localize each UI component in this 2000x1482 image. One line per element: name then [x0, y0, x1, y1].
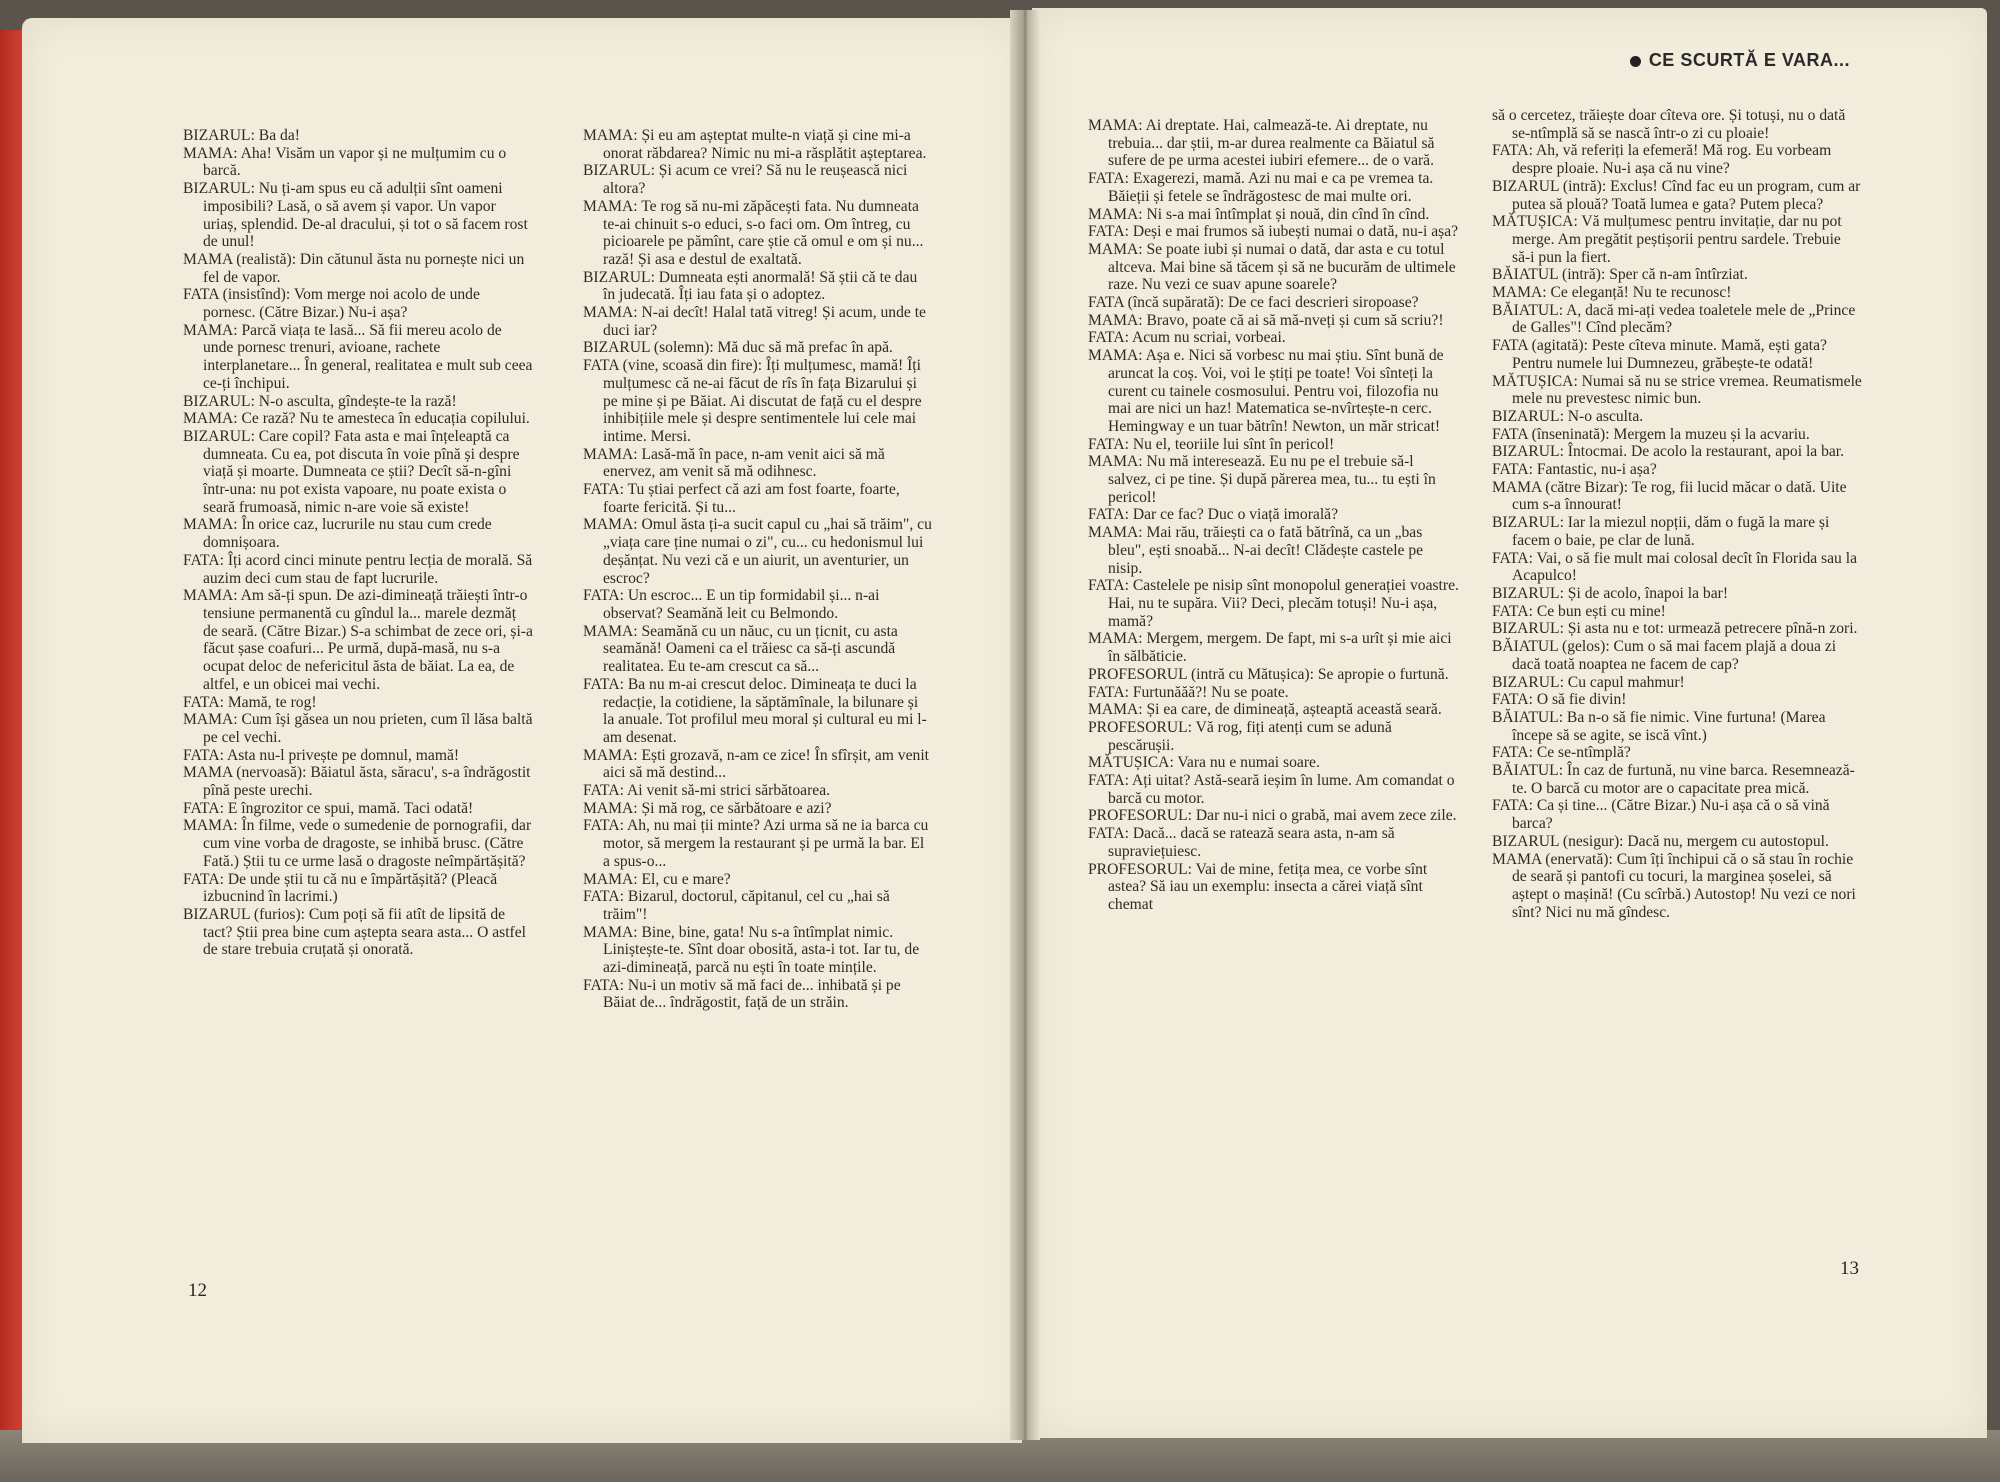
dialogue-line: BĂIATUL (intră): Sper că n-am întîrziat. — [1492, 266, 1748, 284]
dialogue-line: FATA: Acum nu scriai, vorbeai. — [1088, 329, 1286, 347]
dialogue-line: BIZARUL (intră): Exclus! Cînd fac eu un program, cum ar putea să plouă? Toată lumea e gata? Putem pleca? — [1492, 177, 1861, 213]
dialogue-line: FATA: Dacă... dacă se ratează seara asta, n-am să supraviețuiesc. — [1088, 825, 1395, 860]
dialogue-line: FATA (încă supărată): De ce faci descrieri siropoase? — [1088, 294, 1419, 312]
dialogue-line: MAMA: Și mă rog, ce sărbătoare e azi? — [583, 799, 832, 817]
dialogue-line: MAMA: În filme, vede o sumedenie de pornografii, dar cum vine vorba de dragoste, se inhibă brusc. (Către Fată.) Știi tu ce urme lasă o dragoste neîmpărtășită? — [183, 817, 532, 870]
dialogue-line: BĂIATUL: A, dacă mi-ați vedea toaletele mele de „Prince de Galles"! Cînd plecăm? — [1492, 301, 1856, 337]
dialogue-line: MAMA: În orice caz, lucrurile nu stau cum crede domnișoara. — [183, 516, 492, 552]
dialogue-line: MAMA: Ai dreptate. Hai, calmează-te. Ai dreptate, nu trebuia... dar știi, m-ar durea realmente ca Băiatul să sufere de pe urma acestei iubiri efemere... de o vară. — [1088, 117, 1435, 170]
dialogue-line: MAMA: Lasă-mă în pace, n-am venit aici să mă enervez, am venit să mă odihnesc. — [583, 445, 885, 481]
dialogue-line: BIZARUL: Și acum ce vrei? Să nu le reușească nici altora? — [583, 162, 908, 198]
running-header — [1630, 50, 1850, 71]
dialogue-line: MAMA: Și eu am așteptat multe-n viață și cine mi-a onorat răbdarea? Nimic nu mi-a răsplătit așteptarea. — [583, 127, 927, 162]
dialogue-line: FATA: Fantastic, nu-i așa? — [1492, 461, 1657, 479]
dialogue-line: FATA: De unde știi tu că nu e împărtășită? (Pleacă izbucnind în lacrimi.) — [183, 870, 498, 906]
dialogue-line: FATA: E îngrozitor ce spui, mamă. Taci odată! — [183, 799, 474, 817]
dialogue-line: FATA: Ca și tine... (Către Bizar.) Nu-i așa că o să vină barca? — [1492, 797, 1830, 833]
dialogue-line: BIZARUL: Cu capul mahmur! — [1492, 673, 1685, 691]
dialogue-line: PROFESORUL: Vai de mine, fetița mea, ce vorbe sînt astea? Să iau un exemplu: insecta a cărei viață sînt chemat — [1088, 860, 1428, 913]
dialogue-line: FATA: Bizarul, doctorul, căpitanul, cel cu „hai să trăim"! — [583, 888, 890, 923]
dialogue-line: FATA: Un escroc... E un tip formidabil și... n-ai observat? Seamănă leit cu Belmondo. — [583, 587, 880, 622]
dialogue-line: FATA: Dar ce fac? Duc o viață imorală? — [1088, 506, 1339, 524]
dialogue-line: BĂIATUL: În caz de furtună, nu vine barca. Resemnează-te. O barcă cu motor are o capacitate prea mică. — [1492, 762, 1855, 797]
dialogue-line: MAMA: Bine, bine, gata! Nu s-a întîmplat nimic. Liniștește-te. Sînt doar obosită, asta-i tot. Iar tu, de azi-dimineață, parcă nu ești în toate mințile. — [583, 923, 920, 977]
dialogue-line: MAMA: Parcă viața te lasă... Să fii mereu acolo de unde pornesc trenuri, avioane, rachete interplanetare... În general, realitatea e mult sub ceea ce-ți închipui. — [183, 321, 533, 392]
dialogue-line: FATA: Deși e mai frumos să iubești numai o dată, nu-i așa? — [1088, 223, 1459, 241]
dialogue-line: FATA: Ah, nu mai ții minte? Azi urma să ne ia barca cu motor, să mergem la restaurant și pe urmă la bar. El a spus-o... — [583, 817, 929, 870]
dialogue-line: FATA: Ați uitat? Astă-seară ieșim în lume. Am comandat o barcă cu motor. — [1088, 772, 1455, 807]
dialogue-line: FATA (înseninată): Mergem la muzeu și la acvariu. — [1492, 425, 1810, 443]
dialogue-line: FATA: Ce se-ntîmplă? — [1492, 744, 1631, 762]
dialogue-line: PROFESORUL: Vă rog, fiți atenți cum se adună pescărușii. — [1088, 718, 1392, 754]
dialogue-line: MAMA: Omul ăsta ți-a sucit capul cu „hai să trăim", cu „viața care ține numai o zi", cu... cu hedonismul lui deșănțat. Nu vezi că e un aiurit, un aventurier, un escroc? — [583, 516, 932, 587]
dialogue-line: FATA (agitată): Peste cîteva minute. Mamă, ești gata? Pentru numele lui Dumnezeu, grăbește-te odată! — [1492, 337, 1827, 372]
text-column-2 — [583, 127, 933, 1012]
dialogue-line: BIZARUL: N-o asculta. — [1492, 407, 1644, 425]
dialogue-line: MAMA: Ni s-a mai întîmplat și nouă, din cînd în cînd. — [1088, 205, 1430, 223]
dialogue-line: MAMA: Aha! Visăm un vapor și ne mulțumim cu o barcă. — [183, 144, 507, 180]
text-column-3 — [1088, 117, 1460, 914]
dialogue-line: MAMA: Bravo, poate că ai să mă-nveți și cum să scriu?! — [1088, 311, 1444, 329]
dialogue-line: BĂIATUL: Ba n-o să fie nimic. Vine furtuna! (Marea începe să se agite, se iscă vînt.) — [1492, 708, 1826, 744]
dialogue-line: FATA: Ce bun ești cu mine! — [1492, 602, 1666, 620]
dialogue-line: FATA: Nu-i un motiv să mă faci de... inhibată și pe Băiat de... îndrăgostit, față de un străin. — [583, 976, 901, 1012]
dialogue-line: FATA: Mamă, te rog! — [183, 693, 317, 711]
dialogue-line: BIZARUL: Care copil? Fata asta e mai înțeleaptă ca dumneata. Cu ea, pot discuta în voie pînă și despre viață și moarte. Dumneata ce știi? Decît să-n-gîni într-una: nu pot exista vapoare, nu poate exista o seară frumoasă, nimic n-are voie să existe! — [183, 427, 520, 516]
dialogue-line: MAMA: Ce rază? Nu te amesteca în educația copilului. — [183, 410, 530, 428]
dialogue-line: FATA: Asta nu-l privește pe domnul, mamă! — [183, 746, 460, 764]
dialogue-line: MĂTUȘICA: Numai să nu se strice vremea. Reumatismele mele nu prevestesc nimic bun. — [1492, 372, 1862, 408]
dialogue-line: MAMA: N-ai decît! Halal tată vitreg! Și acum, unde te duci iar? — [583, 304, 926, 339]
dialogue-line: PROFESORUL (intră cu Mătușica): Se apropie o furtună. — [1088, 665, 1449, 683]
dialogue-line: MAMA (nervoasă): Băiatul ăsta, săracu', s-a îndrăgostit pînă peste urechi. — [183, 764, 531, 800]
dialogue-line: BIZARUL: Nu ți-am spus eu că adulții sînt oameni imposibili? Lasă, o să avem și vapor. Un vapor uriaș, splendid. De-al dracului, și tot o să facem rost de unul! — [183, 180, 528, 251]
dialogue-line: BIZARUL (furios): Cum poți să fii atît de lipsită de tact? Știi prea bine cum aștepta seara asta... O astfel de stare trebuia cruțată și onorată. — [183, 905, 526, 959]
dialogue-line: BIZARUL: Dumneata ești anormală! Să știi că te dau în judecată. Îți iau fata și o adoptez. — [583, 268, 918, 304]
dialogue-line: FATA: Ai venit să-mi strici sărbătoarea. — [583, 782, 831, 800]
dialogue-line: MAMA (realistă): Din cătunul ăsta nu pornește nici un fel de vapor. — [183, 250, 525, 286]
dialogue-line: BIZARUL: Și asta nu e tot: urmează petrecere pînă-n zori. — [1492, 620, 1858, 638]
dialogue-line: FATA: Ah, vă referiți la efemeră! Mă rog. Eu vorbeam despre ploaie. Nu-i așa că nu vine? — [1492, 142, 1832, 178]
dialogue-line: FATA: Nu el, teoriile lui sînt în pericol! — [1088, 435, 1335, 453]
dialogue-line: MAMA: Așa e. Nici să vorbesc nu mai știu. Sînt bună de aruncat la coș. Voi, voi le știți pe toate! Voi sînteți la curent cu tainele cosmosului. Pentru voi, filozofia nu mai are nici un haz! Matematica se-nvîrtește-n cerc. Hemingway e un tuar bătrîn! Newton, un măr stricat! — [1088, 347, 1444, 435]
dialogue-line: MAMA: Se poate iubi și numai o dată, dar asta e cu totul altceva. Mai bine să tăcem și să ne bucurăm de ultimele raze. Nu vezi ce suav apune soarele? — [1088, 240, 1456, 294]
dialogue-line: MAMA: Ești grozavă, n-am ce zice! În sfîrșit, am venit aici să mă destind... — [583, 746, 929, 782]
dialogue-line: FATA (insistînd): Vom merge noi acolo de unde pornesc. (Către Bizar.) Nu-i așa? — [183, 286, 480, 322]
dialogue-line: MAMA: Ce eleganță! Nu te recunosc! — [1492, 284, 1732, 302]
dialogue-line: MĂTUȘICA: Vă mulțumesc pentru invitație, dar nu pot merge. Am pregătit peștișorii pentru sardele. Trebuie să-i pun la fiert. — [1492, 213, 1842, 266]
dialogue-line: MAMA: Mai rău, trăiești ca o fată bătrînă, ca un „bas bleu", ești snoabă... N-ai decît! Clădește castele pe nisip. — [1088, 524, 1424, 577]
running-title: CE SCURTĂ E VARA... — [1648, 50, 1850, 70]
text-column-4 — [1492, 107, 1862, 921]
dialogue-line: FATA: Ba nu m-ai crescut deloc. Dimineața te duci la redacție, la cotidiene, la săptămînale, la bilunare și la anuale. Tot profilul meu moral și cultural eu mi l-am desenat. — [583, 675, 927, 746]
dialogue-line: FATA: O să fie divin! — [1492, 691, 1627, 709]
dialogue-line: FATA: Vai, o să fie mult mai colosal decît în Florida sau la Acapulco! — [1492, 549, 1857, 585]
dialogue-line: PROFESORUL: Dar nu-i nici o grabă, mai avem zece zile. — [1088, 807, 1457, 825]
dialogue-line: MAMA: Mergem, mergem. De fapt, mi s-a urît și mie aici în sălbăticie. — [1088, 630, 1452, 666]
dialogue-line: MAMA: El, cu e mare? — [583, 870, 731, 888]
dialogue-line: BĂIATUL (gelos): Cum o să mai facem plajă a doua zi dacă toată noaptea ne facem de cap? — [1492, 638, 1837, 673]
dialogue-line: MAMA: Cum își găsea un nou prieten, cum îl lăsa baltă pe cel vechi. — [183, 711, 533, 746]
page-number-right: 13 — [1840, 1258, 1859, 1279]
dialogue-line: BIZARUL: N-o asculta, gîndește-te la rază! — [183, 392, 457, 410]
dialogue-line: MĂTUȘICA: Vara nu e numai soare. — [1088, 754, 1320, 772]
dialogue-line: FATA: Exagerezi, mamă. Azi nu mai e ca pe vremea ta. Băieții și fetele se îndrăgostesc de mai multe ori. — [1088, 170, 1434, 205]
bullet-icon — [1630, 56, 1641, 67]
text-column-1 — [183, 127, 533, 959]
dialogue-line: MAMA (enervată): Cum îți închipui că o să stau în rochie de seară și pantofi cu tocuri, la marginea șoselei, să aștept o mașină! (Cu scîrbă.) Autostop! Nu vezi ce nori sînt? Nici nu mă gîndesc. — [1492, 850, 1856, 921]
dialogue-line: FATA: Furtunăăă?! Nu se poate. — [1088, 683, 1289, 701]
dialogue-line: BIZARUL (solemn): Mă duc să mă prefac în apă. — [583, 339, 893, 357]
dialogue-line: MAMA: Nu mă interesează. Eu nu pe el trebuie să-l salvez, ci pe tine. Și după părerea mea, tu... tu ești în pericol! — [1088, 453, 1436, 506]
book-gutter — [1010, 10, 1040, 1440]
dialogue-line: FATA: Îți acord cinci minute pentru lecția de morală. Să auzim deci cum stau de fapt lucrurile. — [183, 551, 533, 587]
dialogue-line: FATA: Castelele pe nisip sînt monopolul generației voastre. Hai, nu te supăra. Vii? Deci, plecăm totuși! Nu-i așa, mamă? — [1088, 577, 1459, 630]
dialogue-line: MAMA (către Bizar): Te rog, fii lucid măcar o dată. Uite cum s-a înnourat! — [1492, 478, 1847, 514]
dialogue-line: MAMA: Seamănă cu un năuc, cu un țicnit, cu asta seamănă! Oameni ca el trăiesc ca să-ți ascundă realitatea. Eu te-am crescut ca să... — [583, 622, 898, 676]
page-number-left: 12 — [188, 1280, 207, 1301]
dialogue-line: să o cercetez, trăiește doar cîteva ore. Și totuși, nu o dată se-ntîmplă să se nască într-o zi cu ploaie! — [1492, 107, 1846, 142]
dialogue-line: BIZARUL: Ba da! — [183, 127, 300, 144]
dialogue-line: MAMA: Și ea care, de dimineață, așteaptă această seară. — [1088, 701, 1442, 719]
dialogue-line: BIZARUL: Întocmai. De acolo la restaurant, apoi la bar. — [1492, 443, 1845, 461]
dialogue-line: FATA: Tu știai perfect că azi am fost foarte, foarte, foarte fericită. Și tu... — [583, 481, 900, 516]
dialogue-line: BIZARUL: Iar la miezul nopții, dăm o fugă la mare și facem o baie, pe clar de lună. — [1492, 514, 1830, 549]
dialogue-line: FATA (vine, scoasă din fire): Îți mulțumesc, mamă! Îți mulțumesc că ne-ai făcut de rîs în fața Bizarului și pe mine și pe Băiat. Ai discutat de față cu el despre inhibițiile mele și despre sentimentele lui cele mai intime. Mersi. — [583, 357, 922, 445]
dialogue-line: MAMA: Am să-ți spun. De azi-dimineață trăiești într-o tensiune permanentă cu gîndul la... marele dezmăț de seară. (Către Bizar.) S-a schimbat de zece ori, și-a făcut șase coafuri... Pe urmă, după-masă, nu s-a ocupat deloc de nefericitul ăsta de băiat. La ea, de altfel, e un obicei mai vechi. — [183, 587, 533, 693]
dialogue-line: BIZARUL (nesigur): Dacă nu, mergem cu autostopul. — [1492, 832, 1829, 850]
dialogue-line: MAMA: Te rog să nu-mi zăpăcești fata. Nu dumneata te-ai chinuit s-o educi, s-o faci om. Om întreg, cu picioarele pe pămînt, care știe că omul e om și nu... rază! Și asa e destul de exaltată. — [583, 197, 924, 268]
dialogue-line: BIZARUL: Și de acolo, înapoi la bar! — [1492, 584, 1729, 602]
